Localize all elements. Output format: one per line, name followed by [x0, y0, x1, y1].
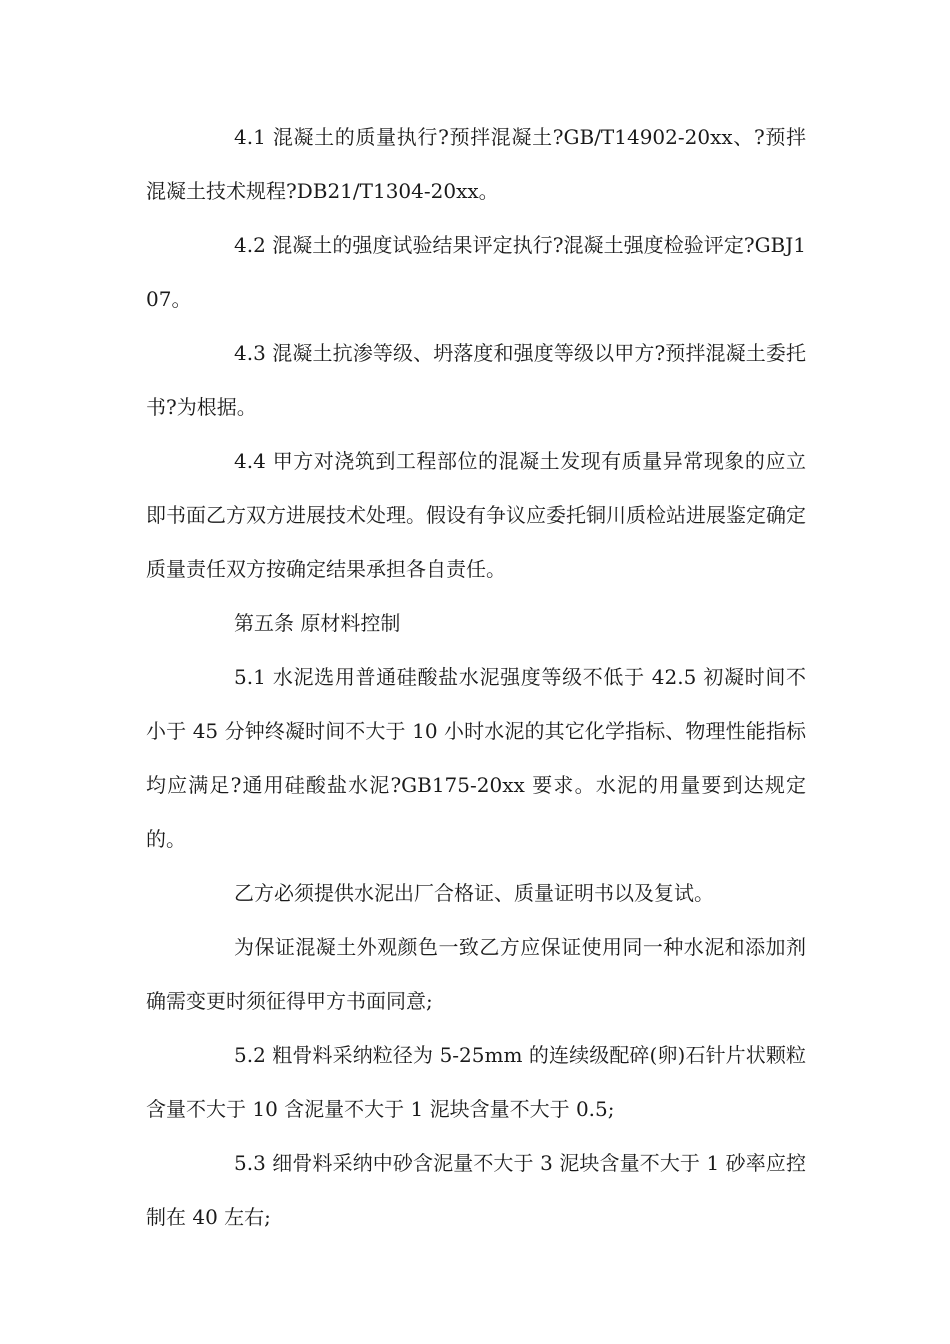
paragraph-5-2: 5.2 粗骨料采纳粒径为 5-25mm 的连续级配碎(卵)石针片状颗粒含量不大于 10 含泥量不大于 1 泥块含量不大于 0.5;: [146, 1043, 806, 1121]
paragraph-4-2: 4.2 混凝土的强度试验结果评定执行?混凝土强度检验评定?GBJ107。: [146, 233, 806, 311]
paragraph-5-1: 5.1 水泥选用普通硅酸盐水泥强度等级不低于 42.5 初凝时间不小于 45 分钟终凝时间不大于 10 小时水泥的其它化学指标、物理性能指标均应满足?通用硅酸盐水泥?GB175-20xx 要求。水泥的用量要到达规定的。: [146, 665, 806, 851]
paragraph-4-1: 4.1 混凝土的质量执行?预拌混凝土?GB/T14902-20xx、?预拌混凝土技术规程?DB21/T1304-20xx。: [146, 125, 806, 203]
paragraph-color-consistency: 为保证混凝土外观颜色一致乙方应保证使用同一种水泥和添加剂确需变更时须征得甲方书面同意;: [146, 935, 806, 1013]
paragraph-cement-certificates: 乙方必须提供水泥出厂合格证、质量证明书以及复试。: [234, 881, 714, 905]
section-heading-5: 第五条 原材料控制: [234, 611, 401, 635]
document-body: [146, 110, 806, 1244]
paragraph-4-4: 4.4 甲方对浇筑到工程部位的混凝土发现有质量异常现象的应立即书面乙方双方进展技术处理。假设有争议应委托铜川质检站进展鉴定确定质量责任双方按确定结果承担各自责任。: [146, 449, 806, 581]
paragraph-4-3: 4.3 混凝土抗渗等级、坍落度和强度等级以甲方?预拌混凝土委托书?为根据。: [146, 341, 806, 419]
paragraph-5-3: 5.3 细骨料采纳中砂含泥量不大于 3 泥块含量不大于 1 砂率应控制在 40 左右;: [146, 1151, 806, 1229]
